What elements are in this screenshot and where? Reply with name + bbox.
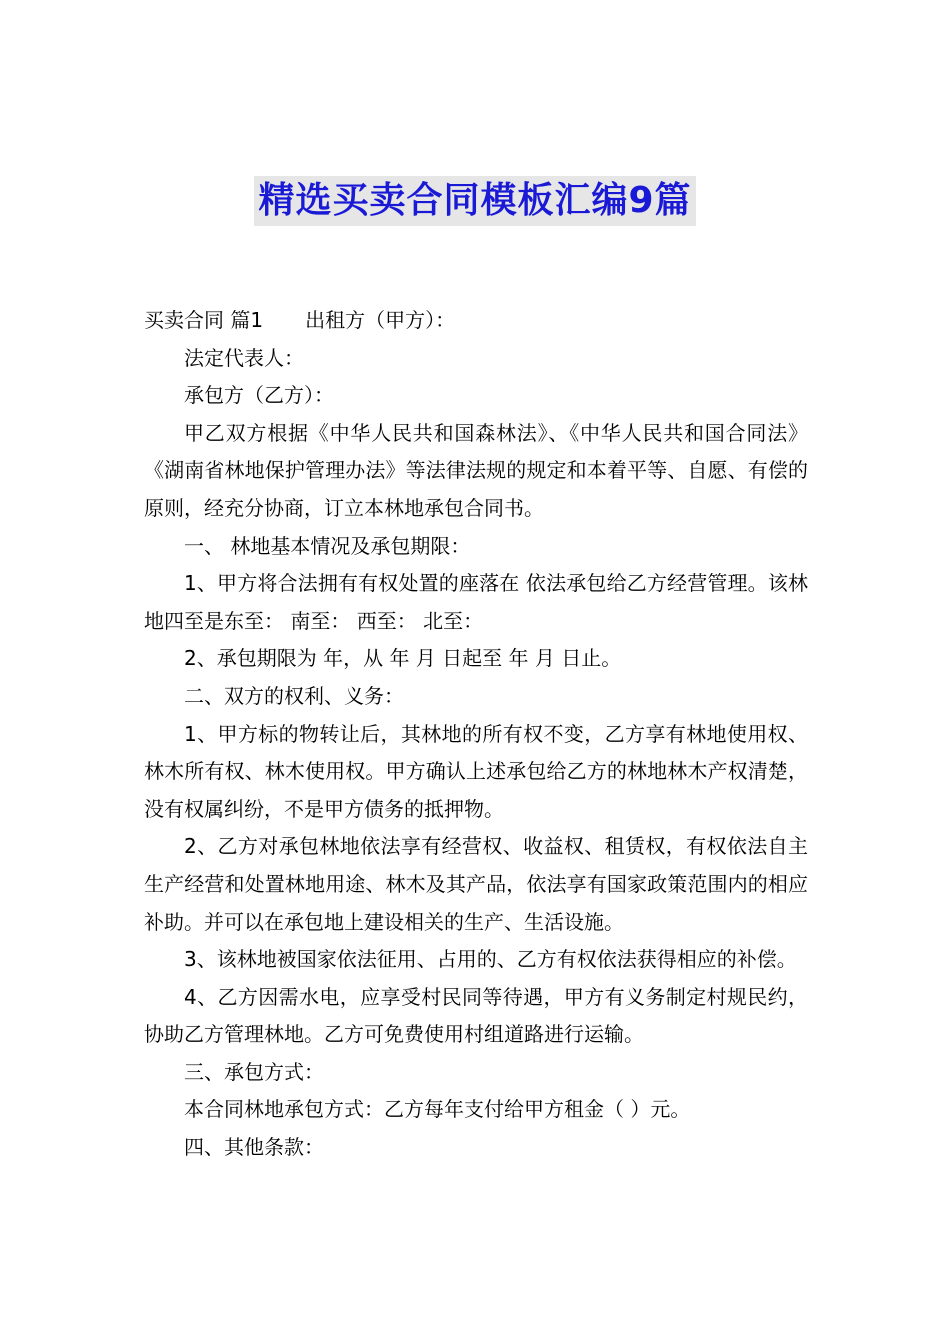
lessor-label: 出租方（甲方）： [305, 308, 456, 332]
paragraph: 本合同林地承包方式：乙方每年支付给甲方租金（ ）元。 [184, 1097, 691, 1122]
paragraph: 三、承包方式： [184, 1059, 324, 1084]
paragraph: 法定代表人： [184, 345, 304, 370]
paragraph: 3、该林地被国家依法征用、占用的、乙方有权依法获得相应的补偿。 [184, 947, 797, 972]
paragraph: 甲乙双方根据《中华人民共和国森林法》、《中华人民共和国合同法》《湖南省林地保护管理办法》等法律法规的规定和本着平等、自愿、有偿的原则，经充分协商，订立本林地承包合同书。 [144, 420, 808, 520]
document-title: 精选买卖合同模板汇编9篇 [254, 176, 695, 226]
paragraph: 2、承包期限为 年，从 年 月 日起至 年 月 日止。 [184, 646, 622, 671]
section-heading: 买卖合同 篇1 [144, 308, 264, 332]
title-container [0, 176, 950, 226]
paragraph: 1、甲方将合法拥有有权处置的座落在 依法承包给乙方经营管理。该林地四至是东至： 南至： 西至： 北至： [144, 571, 808, 633]
paragraph: 1、甲方标的物转让后，其林地的所有权不变，乙方享有林地使用权、林木所有权、林木使用权。甲方确认上述承包给乙方的林地林木产权清楚，没有权属纠纷，不是甲方债务的抵押物。 [144, 721, 808, 821]
paragraph: 二、双方的权利、义务： [184, 683, 404, 708]
document-body [144, 302, 808, 1167]
paragraph: 四、其他条款： [184, 1135, 324, 1160]
paragraph: 2、乙方对承包林地依法享有经营权、收益权、租赁权，有权依法自主生产经营和处置林地用途、林木及其产品，依法享有国家政策范围内的相应补助。并可以在承包地上建设相关的生产、生活设施。 [144, 834, 808, 934]
paragraph: 一、 林地基本情况及承包期限： [184, 533, 471, 558]
first-line [144, 302, 808, 340]
paragraph: 承包方（乙方）： [184, 383, 334, 408]
paragraph: 4、乙方因需水电，应享受村民同等待遇，甲方有义务制定村规民约，协助乙方管理林地。乙方可免费使用村组道路进行运输。 [144, 984, 808, 1047]
